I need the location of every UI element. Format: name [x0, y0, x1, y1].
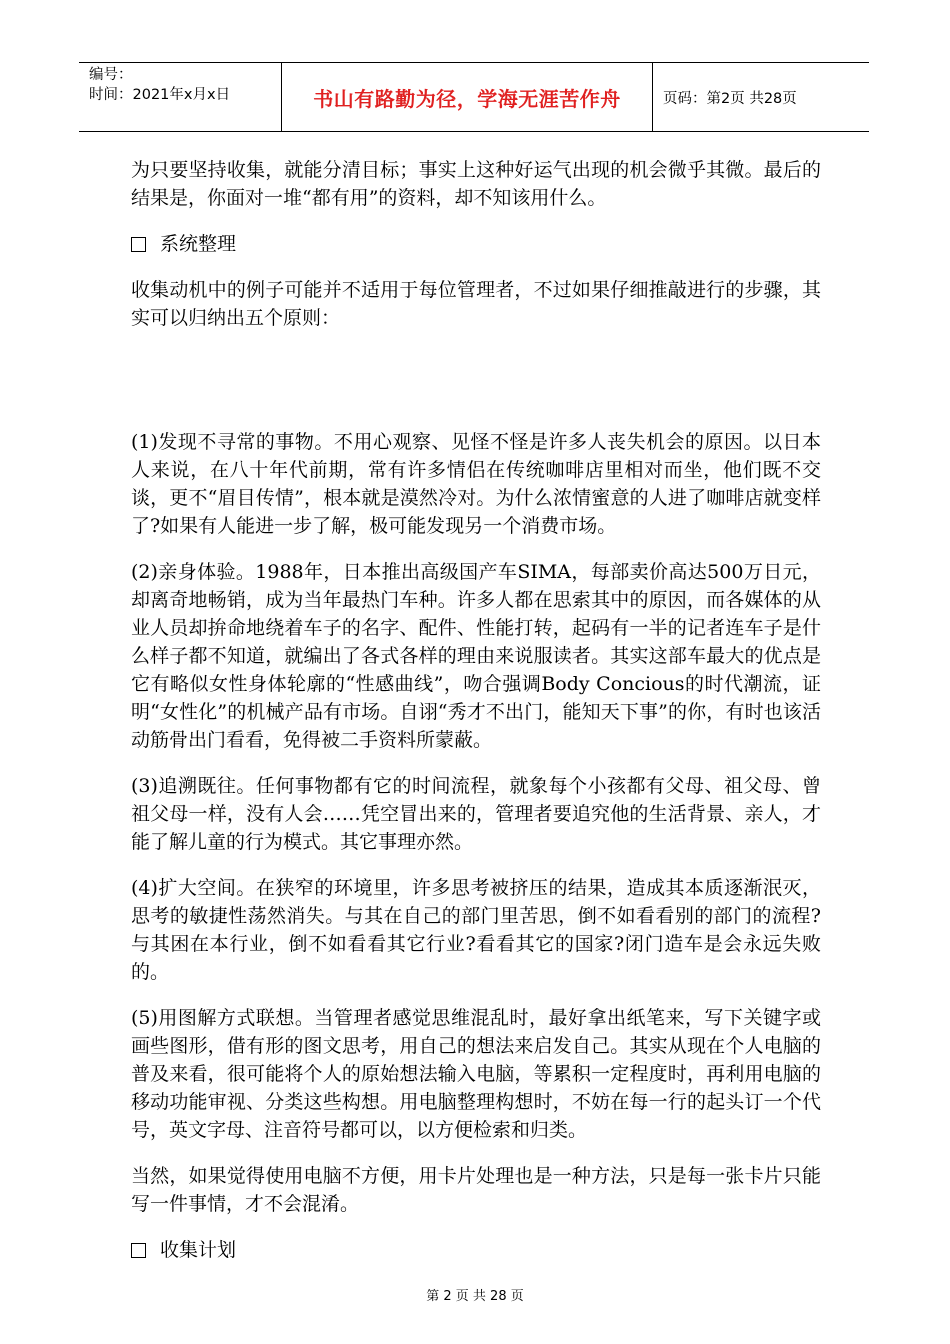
header-meta: [79, 63, 281, 131]
page-header: [79, 62, 869, 132]
paragraph-principle-5: (5)用图解方式联想。当管理者感觉思维混乱时，最好拿出纸笔来，写下关键字或画些图形，借有形的图文思考，用自己的想法来启发自己。其实从现在个人电脑的普及来看，很可能将个人的原始想法输入电脑，等累积一定程度时，再利用电脑的移动功能审视、分类这些构想。用电脑整理构想时，不妨在每一行的起头订一个代号，英文字母、注音符号都可以，以方便检索和归类。: [131, 1007, 821, 1141]
paragraph-intro: 为只要坚持收集，就能分清目标；事实上这种好运气出现的机会微乎其微。最后的结果是，你面对一堆“都有用”的资料，却不知该用什么。: [131, 159, 821, 209]
time-label: 时间：2021年x月x日: [89, 87, 231, 103]
header-page-info: 页码：第2页 共28页: [663, 90, 797, 107]
heading-text: 系统整理: [160, 233, 237, 255]
paragraph-principle-4: (4)扩大空间。在狭窄的环境里，许多思考被挤压的结果，造成其本质逐渐泯灭，思考的敏捷性荡然消失。与其在自己的部门里苦思，倒不如看看别的部门的流程?与其困在本行业，倒不如看看其它行业?看看其它的国家?闭门造车是会永远失败的。: [131, 877, 821, 983]
paragraph-principle-2: (2)亲身体验。1988年，日本推出高级国产车SIMA，每部卖价高达500万日元，却离奇地畅销，成为当年最热门车种。许多人都在思索其中的原因，而各媒体的从业人员却拚命地绕着车子的名字、配件、性能打转，起码有一半的记者连车子是什么样子都不知道，就编出了各式各样的理由来说服读者。其实这部车最大的优点是它有略似女性身体轮廓的“性感曲线”，吻合强调Body Concious的时代潮流，证明“女性化”的机械产品有市场。自诩“秀才不出门，能知天下事”的你，有时也该活动筋骨出门看看，免得被二手资料所蒙蔽。: [131, 561, 821, 751]
paragraph-motive: 收集动机中的例子可能并不适用于每位管理者，不过如果仔细推敲进行的步骤，其实可以归纳出五个原则：: [131, 279, 821, 329]
checkbox-icon: [131, 237, 146, 252]
document-body: [131, 156, 821, 1282]
paragraph-card: 当然，如果觉得使用电脑不方便，用卡片处理也是一种方法，只是每一张卡片只能写一件事情，才不会混淆。: [131, 1165, 821, 1215]
paragraph-principle-3: (3)追溯既往。任何事物都有它的时间流程，就象每个小孩都有父母、祖父母、曾祖父母一样，没有人会……凭空冒出来的，管理者要追究他的生活背景、亲人，才能了解儿童的行为模式。其它事理亦然。: [131, 775, 821, 853]
heading-text: 收集计划: [160, 1239, 237, 1261]
section-heading-system: [131, 230, 821, 258]
checkbox-icon: [131, 1243, 146, 1258]
page-footer: 第 2 页 共 28 页: [426, 1289, 524, 1304]
header-motto: 书山有路勤为径，学海无涯苦作舟: [281, 63, 653, 131]
paragraph-principle-1: (1)发现不寻常的事物。不用心观察、见怪不怪是许多人丧失机会的原因。以日本人来说，在八十年代前期，常有许多情侣在传统咖啡店里相对而坐，他们既不交谈，更不“眉目传情”，根本就是漠然冷对。为什么浓情蜜意的人进了咖啡店就变样了?如果有人能进一步了解，极可能发现另一个消费市场。: [131, 431, 821, 537]
blank-space: [131, 350, 821, 428]
section-heading-plan: [131, 1236, 821, 1264]
number-label: 编号：: [89, 67, 133, 83]
